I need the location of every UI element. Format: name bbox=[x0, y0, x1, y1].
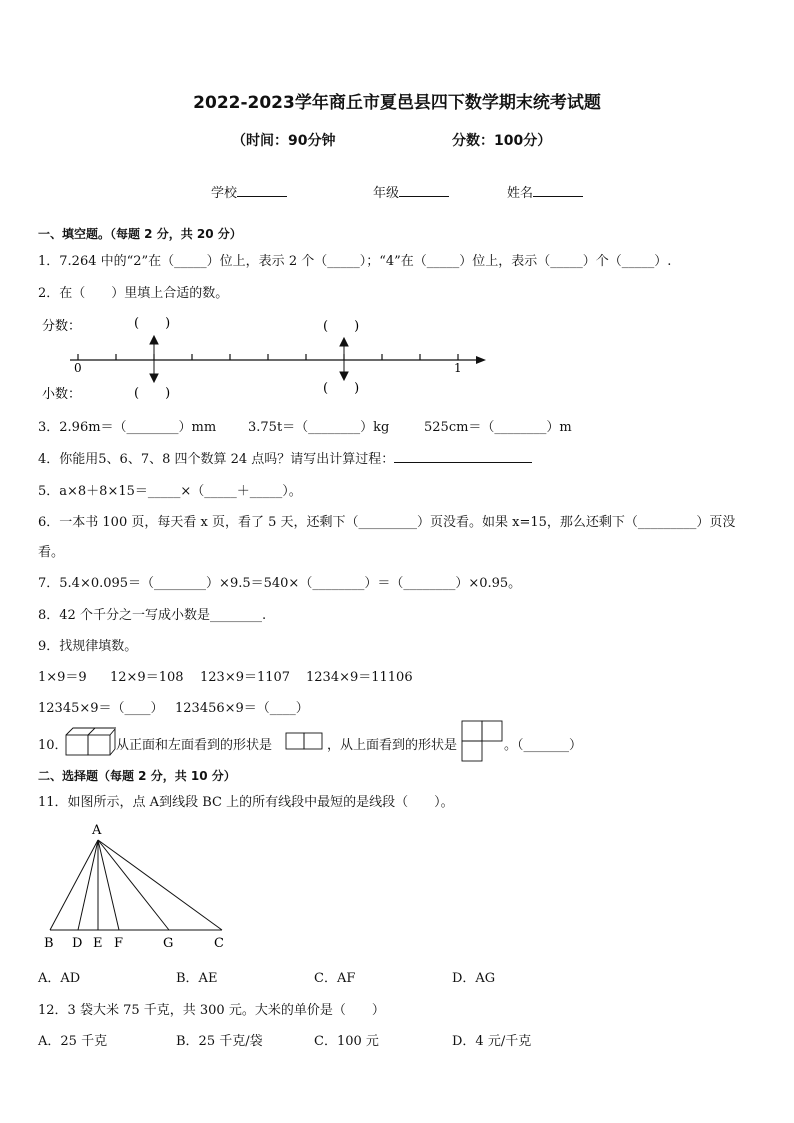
q11-option-b[interactable]: B．AE bbox=[176, 971, 218, 986]
top-view-shape-icon bbox=[461, 720, 503, 762]
question-10-text-3: 。（_______） bbox=[504, 738, 583, 753]
q12-option-a[interactable]: A．25 千克 bbox=[38, 1034, 108, 1049]
pointer-arrows bbox=[150, 336, 348, 382]
score-label: 分数：100分） bbox=[452, 133, 552, 149]
pattern-item-4: 1234×9＝11106 bbox=[306, 670, 413, 685]
number-line-figure bbox=[38, 310, 498, 406]
question-3c: 525cm＝（________）m bbox=[424, 420, 572, 435]
question-10-text-2: ，从上面看到的形状是 bbox=[327, 738, 458, 753]
question-5: 5．a×8＋8×15＝_____×（_____＋_____）。 bbox=[38, 484, 302, 499]
question-2: 2．在（ ）里填上合适的数。 bbox=[38, 286, 229, 301]
school-field[interactable] bbox=[211, 182, 287, 201]
name-field[interactable] bbox=[507, 182, 583, 201]
pattern-item-2: 12×9＝108 bbox=[110, 670, 184, 685]
question-8: 8．42 个千分之一写成小数是________. bbox=[38, 608, 267, 623]
pattern-item-1: 1×9＝9 bbox=[38, 670, 87, 685]
q11-option-a[interactable]: A．AD bbox=[38, 971, 81, 986]
fraction-blank-1: ( ) bbox=[134, 316, 171, 331]
question-9: 9．找规律填数。 bbox=[38, 639, 138, 654]
q12-option-d[interactable]: D．4 元/千克 bbox=[452, 1034, 532, 1049]
axis-arrow bbox=[476, 356, 486, 364]
point-label-d: D bbox=[72, 936, 83, 951]
cube-solid-icon bbox=[64, 725, 116, 757]
tick-label-zero: 0 bbox=[74, 361, 82, 375]
point-label-c: C bbox=[214, 936, 224, 951]
school-label: 学校 bbox=[211, 186, 238, 201]
point-label-e: E bbox=[93, 936, 103, 951]
question-6-line-1: 6．一本书 100 页，每天看 x 页，看了 5 天，还剩下（_________）页没看。如果 x=15，那么还剩下（_________）页没 bbox=[38, 515, 736, 530]
decimal-row-label: 小数： bbox=[42, 387, 82, 402]
name-blank[interactable] bbox=[533, 184, 583, 197]
fraction-blank-2: ( ) bbox=[323, 319, 360, 334]
question-7: 7．5.4×0.095＝（________）×9.5＝540×（________）＝（________）×0.95。 bbox=[38, 576, 522, 591]
q11-option-d[interactable]: D．AG bbox=[452, 971, 496, 986]
page-title: 2022-2023学年商丘市夏邑县四下数学期末统考试题 bbox=[193, 93, 601, 113]
tick-label-one: 1 bbox=[454, 361, 462, 375]
q12-option-c[interactable]: C．100 元 bbox=[314, 1034, 379, 1049]
fraction-row-label: 分数： bbox=[42, 319, 82, 334]
question-11: 11．如图所示，点 A到线段 BC 上的所有线段中最短的是线段（ ）。 bbox=[38, 795, 454, 810]
question-10-number: 10． bbox=[38, 738, 68, 753]
q11-option-c[interactable]: C．AF bbox=[314, 971, 356, 986]
question-4-text: 4．你能用5、6、7、8 四个数算 24 点吗？请写出计算过程： bbox=[38, 452, 395, 467]
grade-blank[interactable] bbox=[399, 184, 449, 197]
question-10-text-1: 从正面和左面看到的形状是 bbox=[116, 738, 273, 753]
triangle-figure bbox=[38, 820, 238, 955]
pattern-item-6: 123456×9＝（____） bbox=[175, 701, 309, 716]
time-label: （时间：90分钟 bbox=[232, 133, 336, 149]
question-6-line-2: 看。 bbox=[38, 545, 65, 560]
q12-option-b[interactable]: B．25 千克/袋 bbox=[176, 1034, 263, 1049]
grade-label: 年级 bbox=[373, 186, 400, 201]
point-label-b: B bbox=[44, 936, 54, 951]
point-label-f: F bbox=[114, 936, 124, 951]
pattern-item-3: 123×9＝1107 bbox=[200, 670, 291, 685]
vertex-label-a: A bbox=[92, 823, 102, 838]
question-3a: 3．2.96m＝（________）mm bbox=[38, 420, 217, 435]
front-view-shape-icon bbox=[285, 731, 325, 751]
question-4 bbox=[38, 448, 532, 467]
school-blank[interactable] bbox=[237, 184, 287, 197]
decimal-blank-1: ( ) bbox=[134, 386, 171, 401]
grade-field[interactable] bbox=[373, 182, 449, 201]
question-12: 12．3 袋大米 75 千克，共 300 元。大米的单价是（ ） bbox=[38, 1003, 385, 1018]
section-1-heading: 一、填空题。（每题 2 分，共 20 分） bbox=[38, 227, 242, 241]
decimal-blank-2: ( ) bbox=[323, 381, 360, 396]
section-2-heading: 二、选择题（每题 2 分，共 10 分） bbox=[38, 769, 236, 783]
answer-blank-4[interactable] bbox=[394, 450, 532, 463]
axis-ticks bbox=[78, 354, 458, 360]
point-label-g: G bbox=[163, 936, 174, 951]
name-label: 姓名 bbox=[507, 186, 534, 201]
question-3b: 3.75t＝（________）kg bbox=[248, 420, 390, 435]
question-1: 1．7.264 中的“2”在（_____）位上，表示 2 个（_____）；“4”在（_____）位上，表示（_____）个（_____）. bbox=[38, 254, 672, 269]
pattern-item-5: 12345×9＝（____） bbox=[38, 701, 164, 716]
